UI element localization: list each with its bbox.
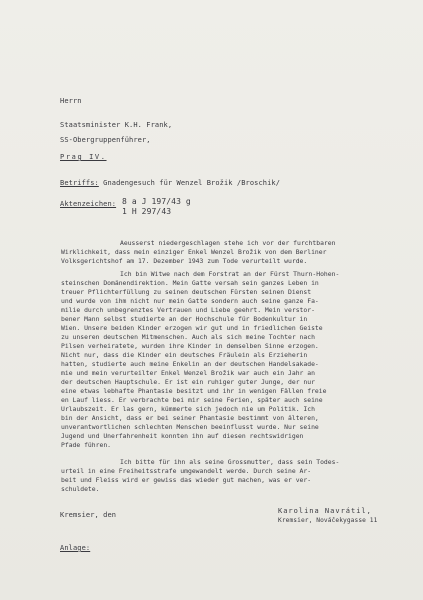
body-line: bin der Ansicht, dass er bei seiner Phantasie bestimmt von älteren, [61, 414, 319, 422]
subject-line [60, 179, 280, 188]
body-line: milie durch unbegrenztes Vertrauen und Liebe geehrt. Mein verstor- [61, 306, 315, 314]
body-line: beit und Fleiss wird er gewiss das wieder gut machen, was er ver- [61, 476, 312, 484]
body-line: Urlaubszeit. Er las gern, kümmerte sich jedoch nie um Politik. Ich [61, 405, 315, 413]
body-line: Jugend und Unerfahrenheit konnten ihn auf diesen rechtswidrigen [61, 432, 304, 440]
body-line: Wirklichkeit, dass mein einziger Enkel Wenzel Brožik von dem Berliner [61, 248, 327, 256]
body-line: Pfade führen. [61, 441, 112, 449]
body-line: und wurde von ihm nicht nur mein Gatte sondern auch seine ganze Fa- [61, 297, 319, 305]
subject-label: Betriffs: [60, 179, 99, 187]
file-ref-label: Aktenzeichen: [60, 200, 117, 208]
body-line: hatten, studierte auch meine Enkelin an der deutschen Handelsakade- [61, 360, 319, 368]
body-line: bener Mann selbst studierte an der Hochschule für Bodenkultur in [61, 315, 308, 323]
signer-name: Karolina Navrátil, [278, 507, 372, 515]
subject-text: Gnadengesuch für Wenzel Brožik /Broschik/ [103, 179, 281, 187]
body-line: en Lauf liess. Er verbrachte bei mir seine Ferien, später auch seine [61, 396, 323, 404]
file-ref-number-2: 1 H 297/43 [122, 207, 172, 216]
body-line: Wien. Unsere beiden Kinder erzogen wir gut und in friedlichen Geiste [61, 324, 323, 332]
body-line: Pilsen verheiratete, wurden ihre Kinder in demselben Sinne erzogen. [61, 342, 319, 350]
body-line: Aeusserst niedergeschlagen stehe ich vor der furchtbaren [120, 239, 336, 247]
file-ref-number-1: 8 a J 197/43 g [122, 197, 191, 206]
body-line: Ich bitte für ihn als seine Grossmutter, dass sein Todes- [120, 458, 340, 466]
closing-place: Kremsier, den [60, 511, 117, 519]
signer-address: Kremsier, Nováčekygasse 11 [278, 517, 378, 524]
salutation: Herrn [60, 97, 82, 105]
body-line: mie und mein verurteilter Enkel Wenzel Brožik war auch ein Jahr an [61, 369, 315, 377]
addressee-city: Prag IV. [60, 153, 107, 161]
addressee-title: Staatsminister K.H. Frank, [60, 121, 173, 129]
body-line: schuldete. [61, 485, 100, 493]
body-line: Volksgerichtshof am 17. Dezember 1943 zum Tode verurteilt wurde. [61, 257, 308, 265]
body-line: zu unseren deutschen Mitmenschen. Auch als sich meine Tochter nach [61, 333, 315, 341]
body-line: treuer Pflichterfüllung zu seinen deutschen Fürsten seinen Dienst [61, 288, 312, 296]
body-line: urteil in eine Freiheitsstrafe umgewandelt werde. Durch seine Ar- [61, 467, 312, 475]
body-line: der deutschen Hauptschule. Er ist ein ruhiger guter Junge, der nur [61, 378, 315, 386]
body-line: Ich bin Witwe nach dem Forstrat an der Fürst Thurn-Hohen- [120, 270, 340, 278]
body-line: unverantwortlichen schlechten Menschen beeinflusst wurde. Nur seine [61, 423, 319, 431]
body-line: Nicht nur, dass die Kinder ein deutsches Fräulein als Erzieherin [61, 351, 308, 359]
addressee-rank: SS-Obergruppenführer, [60, 136, 151, 144]
enclosure-label: Anlage: [60, 544, 91, 552]
body-line: steinschen Domänendirektion. Mein Gatte versah sein ganzes Leben in [61, 279, 319, 287]
body-line: eine etwas lebhafte Phantasie besitzt und ihr in wenigen Fällen freie [61, 387, 327, 395]
